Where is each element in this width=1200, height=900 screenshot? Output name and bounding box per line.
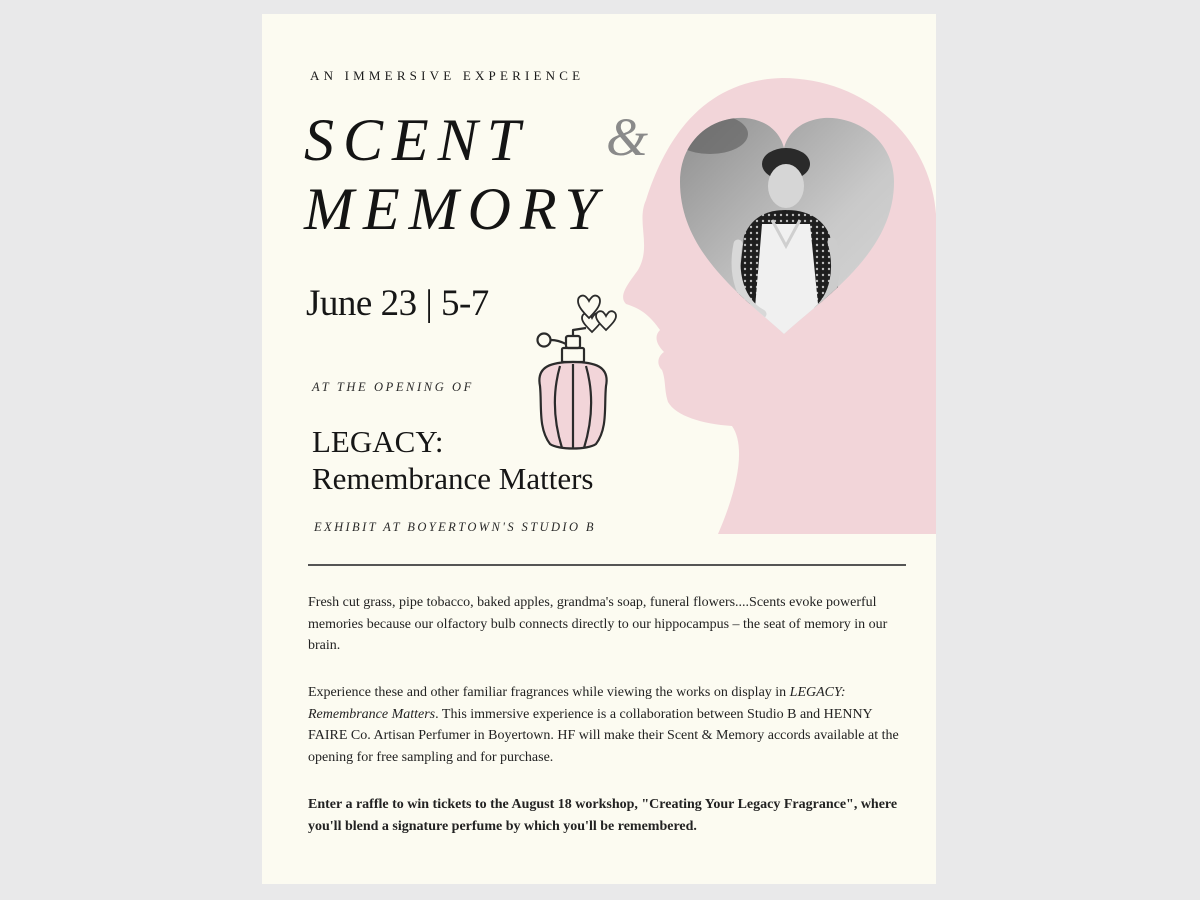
event-poster	[262, 14, 936, 884]
paragraph-collaboration-start: Experience these and other familiar fragrances while viewing the works on display in	[308, 685, 790, 700]
title-scent: SCENT	[304, 107, 530, 173]
title-ampersand: &	[606, 107, 649, 167]
event-kicker: AN IMMERSIVE EXPERIENCE	[310, 68, 585, 83]
divider	[308, 564, 906, 566]
paragraph-collaboration	[308, 682, 906, 768]
paragraph-raffle: Enter a raffle to win tickets to the August 18 workshop, "Creating Your Legacy Fragrance", where you'll blend a signature perfume by which you'll be remembered.	[308, 797, 898, 834]
title-memory: MEMORY	[304, 176, 607, 242]
small-hearts-icon	[578, 296, 616, 332]
paragraph-collaboration-end: . This immersive experience is a collaboration between Studio B and HENNY FAIRE Co. Artisan Perfumer in Boyertown. HF will make their Scent & Memory accords available at the opening for free sampling and for purchase.	[308, 706, 899, 765]
exhibit-title-line1: LEGACY:	[312, 424, 444, 459]
exhibit-location: EXHIBIT AT BOYERTOWN'S STUDIO B	[314, 520, 596, 534]
exhibit-title	[312, 424, 593, 497]
event-date: June 23 | 5-7	[306, 283, 489, 324]
paragraph-intro: Fresh cut grass, pipe tobacco, baked apples, grandma's soap, funeral flowers....Scents evoke powerful memories because our olfactory bulb connects directly to our hippocampus – the seat of memory in our brain.	[308, 595, 888, 653]
opening-label: AT THE OPENING OF	[312, 380, 474, 394]
exhibit-title-line2: Remembrance Matters	[312, 460, 594, 496]
paragraph-exhibit-name: LEGACY: Remembrance Matters	[308, 685, 846, 722]
